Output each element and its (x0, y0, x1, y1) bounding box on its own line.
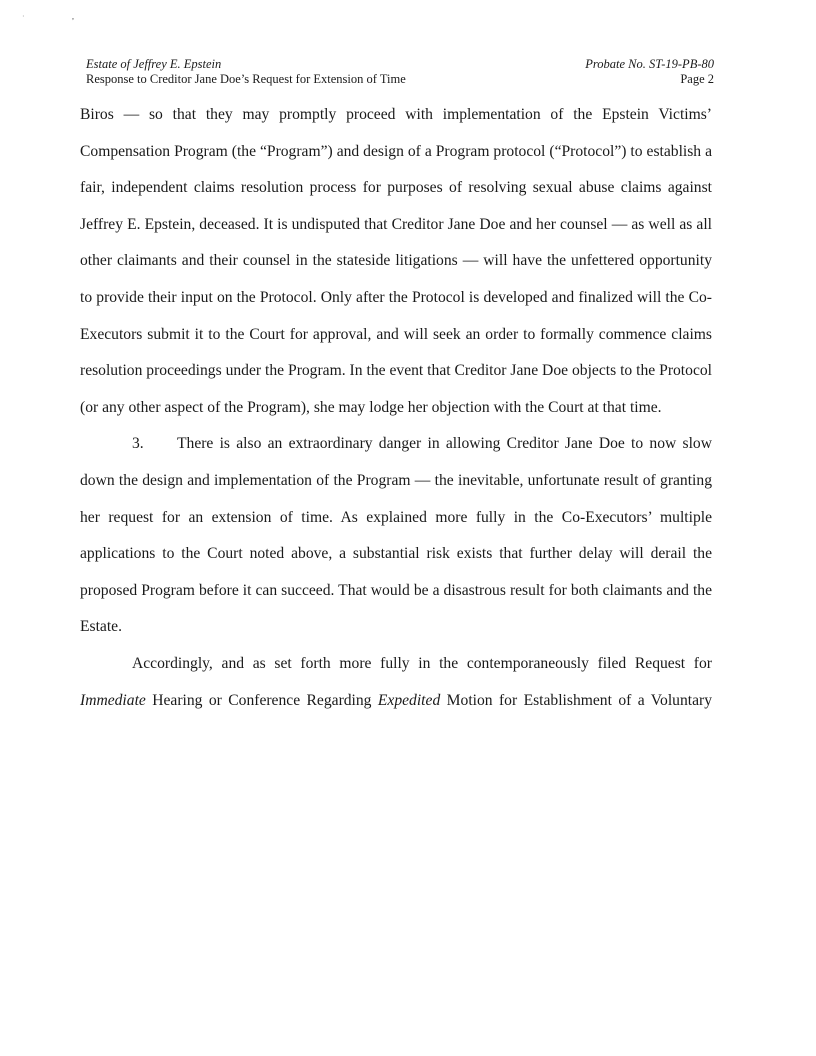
scan-artifact-dot: · (22, 12, 25, 21)
paragraph-number: 3. (132, 435, 144, 453)
paragraph-3 (80, 426, 712, 646)
emphasis-expedited: Expedited (377, 691, 441, 709)
paragraph-accordingly-text-e: Motion for Establishment of a Voluntary (440, 691, 712, 709)
paragraph-3-text: There is also an extraordinary danger in allowing Creditor Jane Doe to now slow down the design and implementation of the Program — the inevitable, unfortunate result of granting her request for an extension of time. As explained more fully in the Co-Executors’ multiple applications to the Court noted above, a substantial risk exists that further delay will derail the proposed Program before it can succeed. That would be a disastrous result for both claimants and the Estate. (80, 435, 712, 636)
document-title: Response to Creditor Jane Doe’s Request for Extension of Time (86, 72, 406, 86)
emphasis-immediate: Immediate (80, 691, 146, 709)
header-row-top (86, 57, 714, 72)
paragraph-accordingly-text-a: Accordingly, and as set forth more fully in the contemporaneously filed Request for (132, 654, 712, 672)
header-row-bottom (86, 72, 714, 87)
paragraph-continued: Biros — so that they may promptly proceed with implementation of the Epstein Victims’ Compensation Program (the “Program”) and design of a Program protocol (“Protocol”) to establish a fair, independent claims resolution process for purposes of resolving sexual abuse claims against Jeffrey E. Epstein, deceased. It is undisputed that Creditor Jane Doe and her counsel — as well as all other claimants and their counsel in the stateside litigations — will have the unfettered opportunity to provide their input on the Protocol. Only after the Protocol is developed and finalized will the Co-Executors submit it to the Court for approval, and will seek an order to formally commence claims resolution proceedings under the Program. In the event that Creditor Jane Doe objects to the Protocol (or any other aspect of the Program), she may lodge her objection with the Court at that time. (80, 106, 712, 416)
document-body (80, 97, 712, 719)
paragraph-accordingly (80, 646, 712, 719)
probate-number: Probate No. ST-19-PB-80 (585, 57, 714, 71)
scan-artifact-comma: , (72, 12, 74, 21)
paragraph-accordingly-text-c: Hearing or Conference Regarding (145, 691, 378, 709)
page-header (86, 57, 714, 87)
page-number: Page 2 (680, 72, 714, 86)
case-name: Estate of Jeffrey E. Epstein (86, 57, 222, 71)
